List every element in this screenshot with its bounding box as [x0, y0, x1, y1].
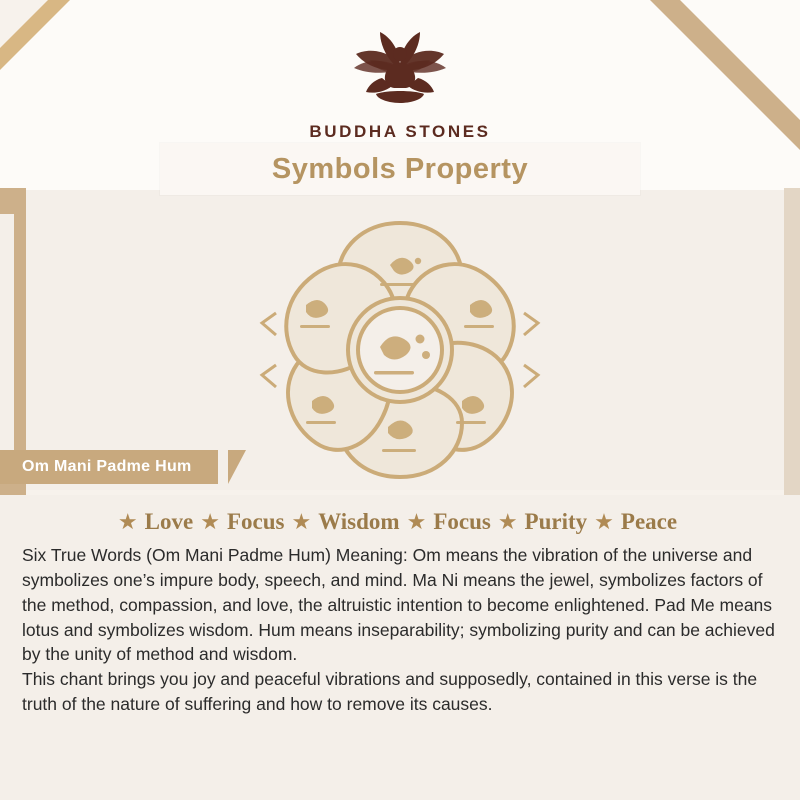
keyword-wisdom: Wisdom: [318, 509, 400, 534]
star-icon: ★: [406, 509, 427, 534]
description-paragraph-1: Six True Words (Om Mani Padme Hum) Meaning: Om means the vibration of the universe and symbolizes one’s impure body, speech, and mind. Ma Ni means the jewel, symbolizes factors of the method, compassion, and love, the altruistic intention to become enlightened. Pad Me means lotus and symbolizes wisdom. Hum means inseparability; symbolizing purity and can be achieved by the unity of method and wisdom.: [22, 545, 775, 665]
page-title: Symbols Property: [271, 152, 529, 185]
keyword-peace: Peace: [620, 509, 678, 534]
keyword-love: Love: [144, 509, 194, 534]
mantra-tag-label: Om Mani Padme Hum: [22, 458, 192, 475]
star-icon: ★: [200, 509, 220, 534]
keyword-purity: Purity: [524, 509, 588, 534]
description-paragraph-2: This chant brings you joy and peaceful vibrations and supposedly, contained in this verse is the truth of the nature of suffering and how to remove its causes.: [22, 669, 758, 715]
brand-logo: [0, 18, 800, 142]
om-mani-padme-hum-lotus-mandala-icon: [240, 205, 560, 495]
brand-name: BUDDHA STONES: [309, 122, 491, 141]
mantra-tag: [0, 450, 218, 484]
star-icon: ★: [291, 509, 312, 534]
right-decorative-band: [784, 188, 800, 498]
lotus-meditation-figure-icon: [310, 18, 490, 118]
star-icon: ★: [594, 509, 614, 534]
mandala-illustration: [240, 205, 560, 495]
description-text: [0, 541, 800, 717]
keyword-focus-2: Focus: [433, 509, 491, 534]
mantra-tag-notch: [228, 450, 246, 484]
left-decorative-band-inner: [0, 214, 14, 472]
star-icon: ★: [497, 509, 518, 534]
keyword-list: [0, 495, 800, 541]
star-icon: ★: [117, 509, 138, 534]
page-title-bar: [160, 143, 640, 195]
keyword-focus-1: Focus: [226, 509, 285, 534]
description-panel: [0, 495, 800, 800]
